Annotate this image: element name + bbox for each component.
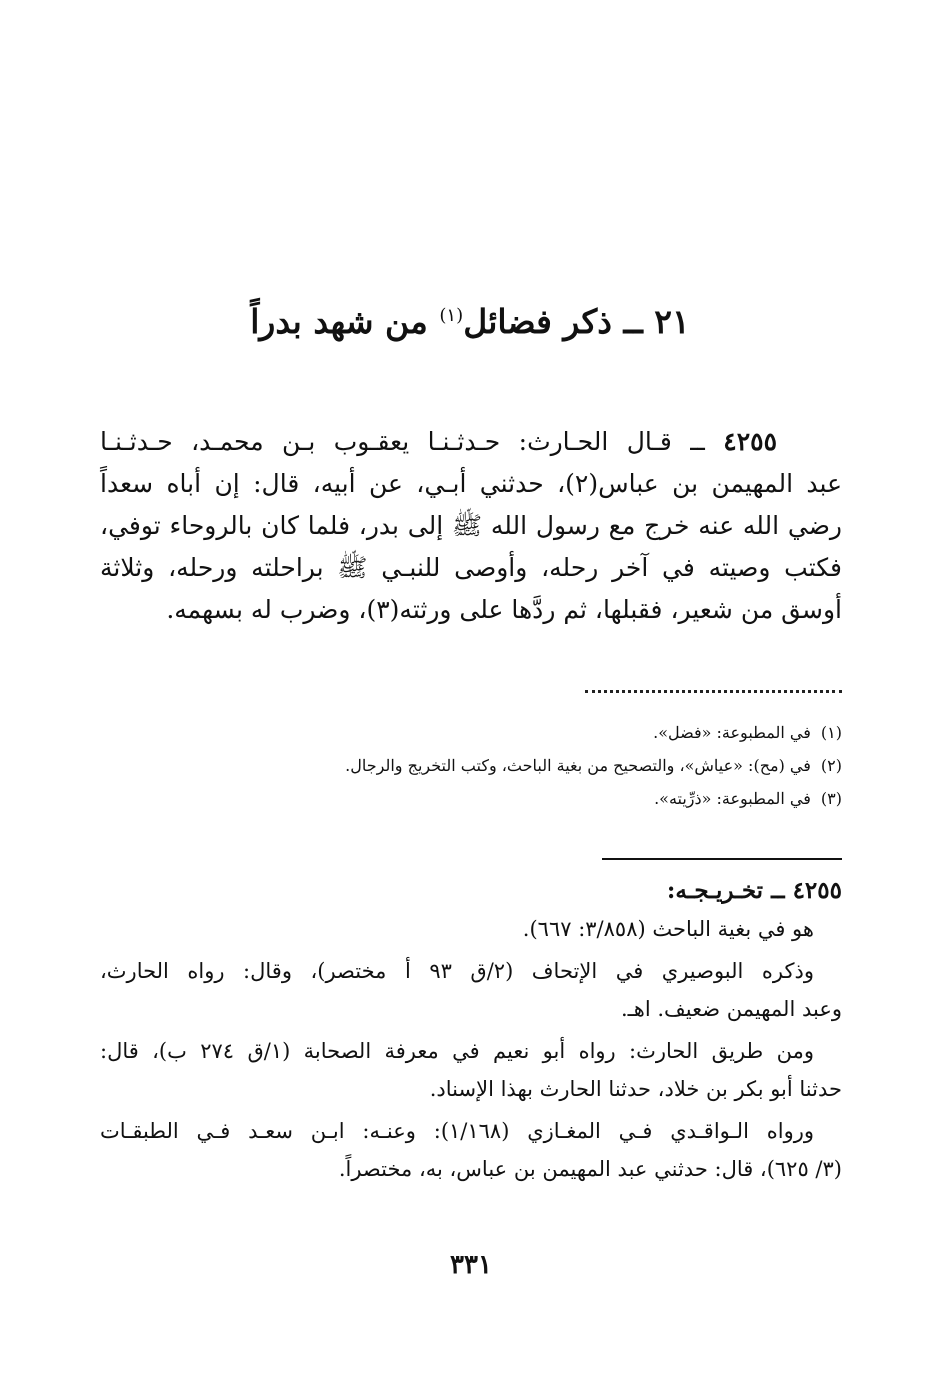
takhrij-line: (٣/ ٦٢٥)، قال: حدثني عبد المهيمن بن عباس، به، مختصراً. <box>338 1157 842 1181</box>
chapter-title-text-end: من شهد بدراً <box>250 302 428 341</box>
chapter-title <box>120 296 820 348</box>
footnote-number: (١) <box>820 723 842 742</box>
footnote-text: في المطبوعة: «فضل». <box>653 723 811 742</box>
hadith-line <box>100 421 842 463</box>
footnote-text: في المطبوعة: «ذرِّيته». <box>654 789 811 808</box>
hadith-text <box>100 421 842 631</box>
hadith-number: ٤٢٥٥ <box>723 427 777 456</box>
footnote-item <box>100 749 842 782</box>
takhrij-line: ورواه الـواقـدي فـي المغـازي (١/١٦٨): وعنـه: ابـن سعـد فـي الطبقـات <box>100 1119 814 1143</box>
takhrij-heading: ٤٢٥٥ ــ تخـريـجـه: <box>666 877 842 904</box>
hadith-line: فكتب وصيته في آخر رحله، وأوصى للنبـي ﷺ براحلته ورحله، وثلاثة <box>100 553 842 582</box>
takhrij-line: وذكره البوصيري في الإتحاف (٢/ق ٩٣ أ مختصر)، وقال: رواه الحارث، <box>100 959 814 983</box>
takhrij-line: وعبد المهيمن ضعيف. اهـ. <box>620 997 842 1021</box>
chapter-title-text-start: ٢١ ــ ذكر فضائل <box>463 302 690 341</box>
hadith-line-text: ــ قـال الحـارث: حـدثـنـا يعقـوب بـن محمـد، حـدثـنـا <box>100 427 705 456</box>
chapter-footnote-marker: (١) <box>439 305 464 326</box>
footnote-text: في (مح): «عياش»، والتصحيح من بغية الباحث، وكتب التخريج والرجال. <box>345 756 811 775</box>
takhrij-section <box>100 872 842 1188</box>
hadith-line: رضي الله عنه خرج مع رسول الله ﷺ إلى بدر، فلما كان بالروحاء توفي، <box>100 511 842 540</box>
footnote-item <box>100 782 842 815</box>
footnote-separator <box>585 690 842 693</box>
footnote-item <box>100 716 842 749</box>
takhrij-line: ومن طريق الحارث: رواه أبو نعيم في معرفة الصحابة (١/ق ٢٧٤ ب)، قال: <box>100 1039 814 1063</box>
hadith-line: أوسق من شعير، فقبلها، ثم ردَّها على ورثته(٣)، وضرب له بسهمه. <box>166 595 842 624</box>
footnote-number: (٣) <box>820 789 842 808</box>
footnotes <box>100 716 842 815</box>
takhrij-separator <box>602 858 842 860</box>
footnote-number: (٢) <box>820 756 842 775</box>
hadith-line: عبد المهيمن بن عباس(٢)، حدثني أبـي، عن أبيه، قال: إن أباه سعداً <box>100 469 842 498</box>
takhrij-line: هو في بغية الباحث (٣/٨٥٨: ٦٦٧). <box>522 917 814 941</box>
page-number: ٣٣١ <box>450 1250 492 1280</box>
takhrij-line: حدثنا أبو بكر بن خلاد، حدثنا الحارث بهذا الإسناد. <box>429 1077 842 1101</box>
